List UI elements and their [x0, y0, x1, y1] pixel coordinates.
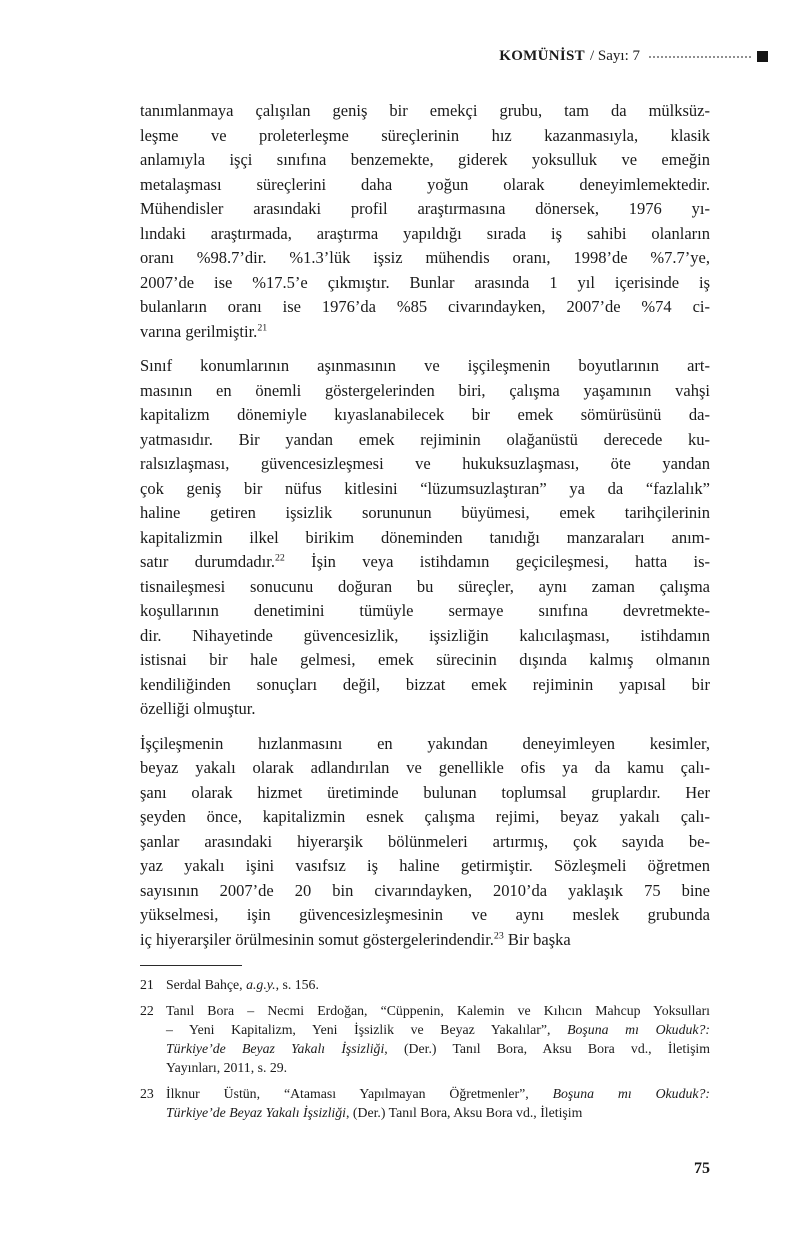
- text-line: [140, 756, 710, 781]
- body-text: [140, 99, 710, 952]
- text-line: [140, 673, 710, 698]
- text-line: [140, 477, 710, 502]
- text-line: [140, 148, 710, 173]
- italic-text: Türkiye’de Beyaz Yakalı İşsizliği: [166, 1105, 346, 1120]
- text-line: [140, 124, 710, 149]
- text-run: bulanların oranı ise 1976’da %85 civarındayken, 2007’de %74 ci-: [140, 297, 710, 316]
- text-line: [140, 271, 710, 296]
- text-line: [166, 1103, 710, 1122]
- text-line: [166, 975, 710, 994]
- issue-label: / Sayı: 7: [589, 48, 640, 64]
- text-line: [140, 173, 710, 198]
- footnotes: [140, 975, 710, 1122]
- text-line: [140, 501, 710, 526]
- page-header: [499, 48, 768, 65]
- text-line: [166, 1084, 710, 1103]
- text-run: şanı olarak hizmet üretiminde bulunan toplumsal gruplardır. Her: [140, 782, 710, 802]
- text-line: [140, 403, 710, 428]
- text-run: çok geniş bir nüfus kitlesini “lüzumsuzlaştıran” ya da “fazlalık”: [140, 478, 710, 498]
- text-run: Serdal Bahçe,: [166, 977, 247, 992]
- text-run: yükselmesi, işin güvencesizleşmesinin ve aynı meslek grubunda: [140, 905, 710, 924]
- text-run: haline getiren işsizlik sorununun büyümesi, emek tarihçilerinin: [140, 503, 710, 522]
- footnote-text: [166, 1084, 710, 1122]
- italic-text: Boşuna mı Okuduk?:: [552, 1086, 710, 1101]
- text-line: [140, 648, 710, 673]
- italic-text: Boşuna mı Okuduk?:: [567, 1022, 710, 1037]
- text-line: [140, 830, 710, 855]
- text-run: dir. Nihayetinde güvencesizlik, işsizliğin kalıcılaşması, istihdamın: [140, 625, 710, 645]
- text-line: [140, 379, 710, 404]
- page-number: 75: [694, 1160, 710, 1177]
- paragraph: [140, 354, 710, 722]
- text-line: [140, 320, 710, 345]
- text-line: [140, 697, 710, 722]
- text-run: varına gerilmiştir.: [140, 321, 258, 341]
- text-run: yaz yakalı işini vasıfsız iş haline getirmiştir. Sözleşmeli öğretmen: [140, 856, 710, 875]
- text-line: [140, 452, 710, 477]
- footnote: [140, 1084, 710, 1122]
- text-run: tanımlanmaya çalışılan geniş bir emekçi grubu, tam da mülksüz-: [140, 101, 710, 120]
- text-run: sayısının 2007’de 20 bin civarındayken, 2010’da yaklaşık 75 bine: [140, 880, 710, 900]
- text-run: şeyden önce, kapitalizmin esnek çalışma rejimi, beyaz yakalı çalı-: [140, 807, 710, 826]
- text-line: [140, 222, 710, 247]
- text-run: iç hiyerarşiler örülmesinin somut göstergelerindendir.: [140, 929, 494, 949]
- paragraph: [140, 732, 710, 953]
- text-run: Mühendisler arasındaki profil araştırmasına dönersek, 1976 yı-: [140, 199, 710, 218]
- footnote-number: 21: [140, 977, 154, 992]
- text-line: [140, 805, 710, 830]
- text-line: [166, 1039, 710, 1058]
- text-run: metalaşması süreçlerini daha yoğun olarak deneyimlemektedir.: [140, 174, 710, 194]
- footnote-number: 23: [140, 1086, 154, 1101]
- text-line: [140, 903, 710, 928]
- text-run: tisnaileşmesi sonucunu doğuran bu süreçler, aynı zaman çalışma: [140, 576, 710, 596]
- text-line: [140, 854, 710, 879]
- text-run: oranı %98.7’dir. %1.3’lük işsiz mühendis oranı, 1998’de %7.7’ye,: [140, 248, 710, 267]
- text-run: lındaki araştırmada, araştırma yapıldığı sırada iş sahibi olanların: [140, 223, 710, 243]
- footnote-separator: [140, 965, 242, 966]
- text-run: ralsızlaşması, güvencesizleşmesi ve hukuksuzlaşması, öte yandan: [140, 454, 710, 473]
- text-run: İşçileşmenin hızlanmasını en yakından deneyimleyen kesimler,: [140, 733, 710, 753]
- footnote: [140, 975, 710, 994]
- square-marker-icon: [757, 51, 768, 62]
- text-run: kapitalizm dönemiyle kıyaslanabilecek bir emek sömürüsünü da-: [140, 405, 710, 424]
- text-line: [140, 197, 710, 222]
- text-run: Sınıf konumlarının aşınmasının ve işçileşmenin boyutlarının art-: [140, 356, 710, 375]
- text-run: , (Der.) Tanıl Bora, Aksu Bora vd., İletişim: [384, 1041, 710, 1056]
- text-line: [140, 246, 710, 271]
- text-run: masının en önemli göstergelerinden biri, çalışma yaşamının vahşi: [140, 380, 710, 400]
- text-line: [140, 526, 710, 551]
- text-run: anlamıyla işçi sınıfına benzemekte, giderek yoksulluk ve emeğin: [140, 150, 710, 169]
- italic-text: Türkiye’de Beyaz Yakalı İşsizliği: [166, 1041, 385, 1056]
- paragraph: [140, 99, 710, 344]
- text-run: – Yeni Kapitalizm, Yeni İşsizlik ve Beyaz Yakalılar”,: [166, 1022, 568, 1037]
- text-line: [140, 732, 710, 757]
- journal-title: KOMÜNİST: [499, 48, 585, 64]
- italic-text: a.g.y.: [246, 977, 276, 992]
- text-run: Yayınları, 2011, s. 29.: [166, 1060, 288, 1075]
- text-run: yatmasıdır. Bir yandan emek rejiminin olağanüstü derecede ku-: [140, 429, 710, 449]
- text-run: koşullarının denetimini tümüyle sermaye sınıfına devretmekte-: [140, 601, 710, 620]
- text-run: , s. 156.: [275, 977, 319, 992]
- text-run: şanlar arasındaki hiyerarşik bölünmeleri artırmış, çok sayıda be-: [140, 831, 710, 851]
- text-line: [166, 1001, 710, 1020]
- text-line: [140, 428, 710, 453]
- footnote-ref: 22: [274, 552, 285, 564]
- text-line: [140, 575, 710, 600]
- text-line: [166, 1058, 710, 1077]
- text-line: [140, 99, 710, 124]
- text-run: 2007’de ise %17.5’e çıkmıştır. Bunlar arasında 1 yıl içerisinde iş: [140, 272, 710, 292]
- text-run: istisnai bir hale gelmesi, emek sürecinin dışında kalmış olmanın: [140, 650, 710, 669]
- dotted-leader-icon: [649, 56, 751, 58]
- text-run: , (Der.) Tanıl Bora, Aksu Bora vd., İletişim: [345, 1105, 583, 1120]
- footnote-text: [166, 1001, 710, 1077]
- text-run: İlknur Üstün, “Ataması Yapılmayan Öğretmenler”,: [166, 1086, 553, 1101]
- footnote-number: 22: [140, 1003, 154, 1018]
- text-line: [140, 624, 710, 649]
- text-run: kendiliğinden sonuçları değil, bizzat emek rejiminin yapısal bir: [140, 674, 710, 694]
- footnote-text: [166, 975, 710, 994]
- text-line: [166, 1020, 710, 1039]
- text-line: [140, 354, 710, 379]
- footnote: [140, 1001, 710, 1077]
- text-line: [140, 599, 710, 624]
- text-line: [140, 928, 710, 953]
- text-run: kapitalizmin ilkel birikim döneminden tanıdığı manzaraları anım-: [140, 527, 710, 547]
- text-line: [140, 781, 710, 806]
- text-run: leşme ve proleterleşme süreçlerinin hız kazanmasıyla, klasik: [140, 125, 710, 145]
- text-run: Tanıl Bora – Necmi Erdoğan, “Cüppenin, Kalemin ve Kılıcın Mahcup Yoksulları: [166, 1003, 710, 1018]
- main-column: [140, 99, 710, 1122]
- footnote-ref: 21: [257, 322, 268, 333]
- footnote-ref: 23: [493, 930, 504, 941]
- text-run: özelliği olmuştur.: [140, 699, 256, 718]
- text-line: [140, 550, 710, 575]
- text-line: [140, 879, 710, 904]
- text-line: [140, 295, 710, 320]
- text-run: beyaz yakalı olarak adlandırılan ve genellikle ofis ya da kamu çalı-: [140, 758, 710, 777]
- text-run: satır durumdadır.: [140, 552, 275, 571]
- text-run: Bir başka: [503, 929, 571, 949]
- text-run: İşin veya istihdamın geçicileşmesi, hatta is-: [284, 552, 710, 571]
